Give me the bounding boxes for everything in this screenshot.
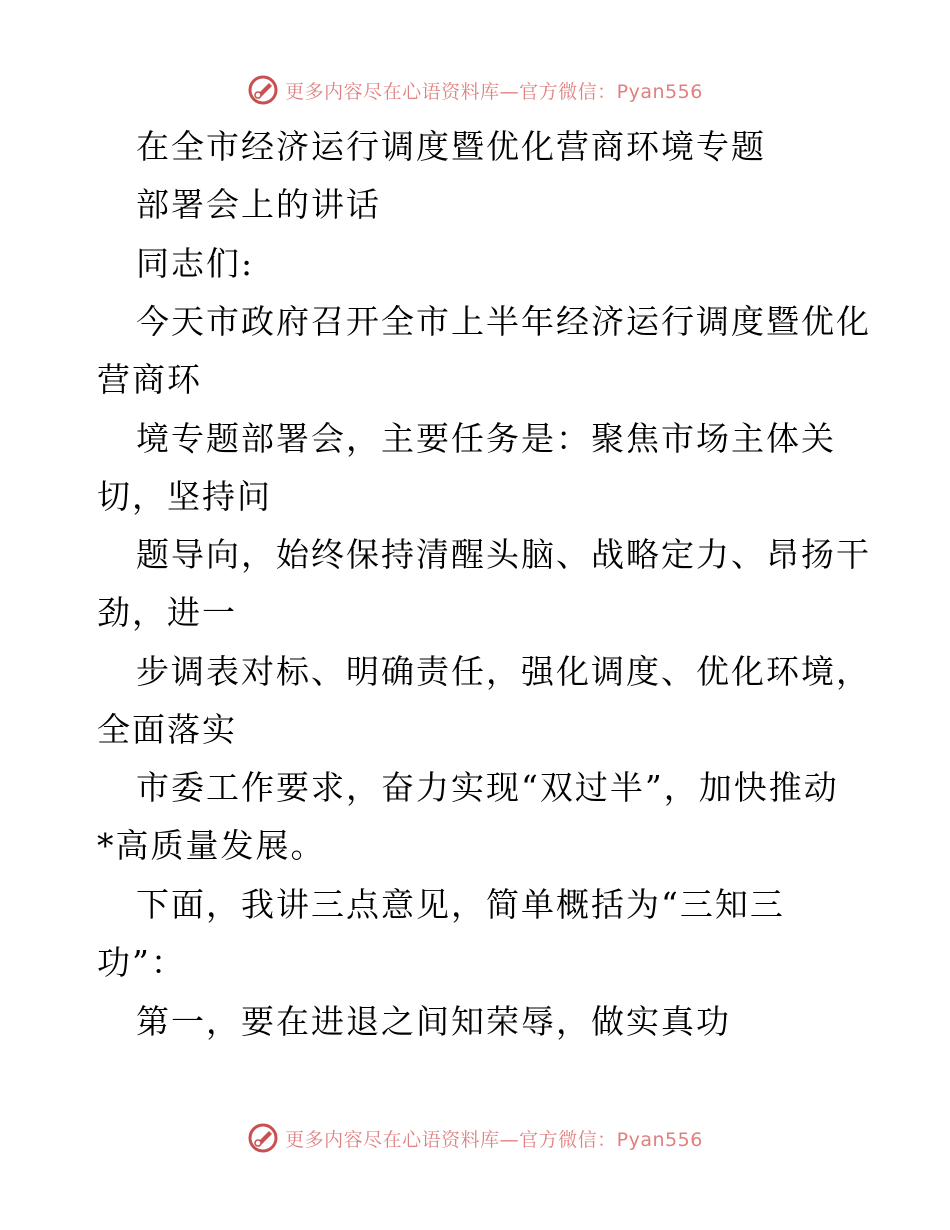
paragraph-line: 境专题部署会，主要任务是：聚焦市场主体关 — [136, 419, 836, 458]
paragraph-line: 营商环 — [97, 360, 202, 399]
watermark-text: 更多内容尽在心语资料库—官方微信：Pyan556 — [285, 1128, 703, 1151]
paragraph-line: 切，坚持问 — [97, 477, 272, 516]
salutation: 同志们: — [136, 244, 255, 283]
title-line-2: 部署会上的讲话 — [136, 185, 381, 224]
paragraph-line: 今天市政府召开全市上半年经济运行调度暨优化 — [136, 302, 871, 341]
section-heading: 第一，要在进退之间知荣辱，做实真功 — [136, 1002, 731, 1041]
paragraph-line: 全面落实 — [97, 710, 237, 749]
watermark-bottom — [0, 1118, 950, 1158]
watermark-logo-icon — [247, 1122, 279, 1154]
paragraph-line: 步调表对标、明确责任，强化调度、优化环境， — [136, 652, 871, 691]
watermark-text: 更多内容尽在心语资料库—官方微信：Pyan556 — [285, 80, 703, 103]
paragraph-line: 劲，进一 — [97, 593, 237, 632]
paragraph-line: 市委工作要求，奋力实现“双过半”，加快推动 — [136, 768, 839, 807]
paragraph-line: *高质量发展。 — [97, 826, 326, 865]
paragraph-line: 题导向，始终保持清醒头脑、战略定力、昂扬干 — [136, 535, 871, 574]
title-line-1: 在全市经济运行调度暨优化营商环境专题 — [136, 127, 766, 166]
paragraph-line: 下面，我讲三点意见，简单概括为“三知三 — [136, 885, 785, 924]
paragraph-line: 功”： — [97, 943, 186, 982]
